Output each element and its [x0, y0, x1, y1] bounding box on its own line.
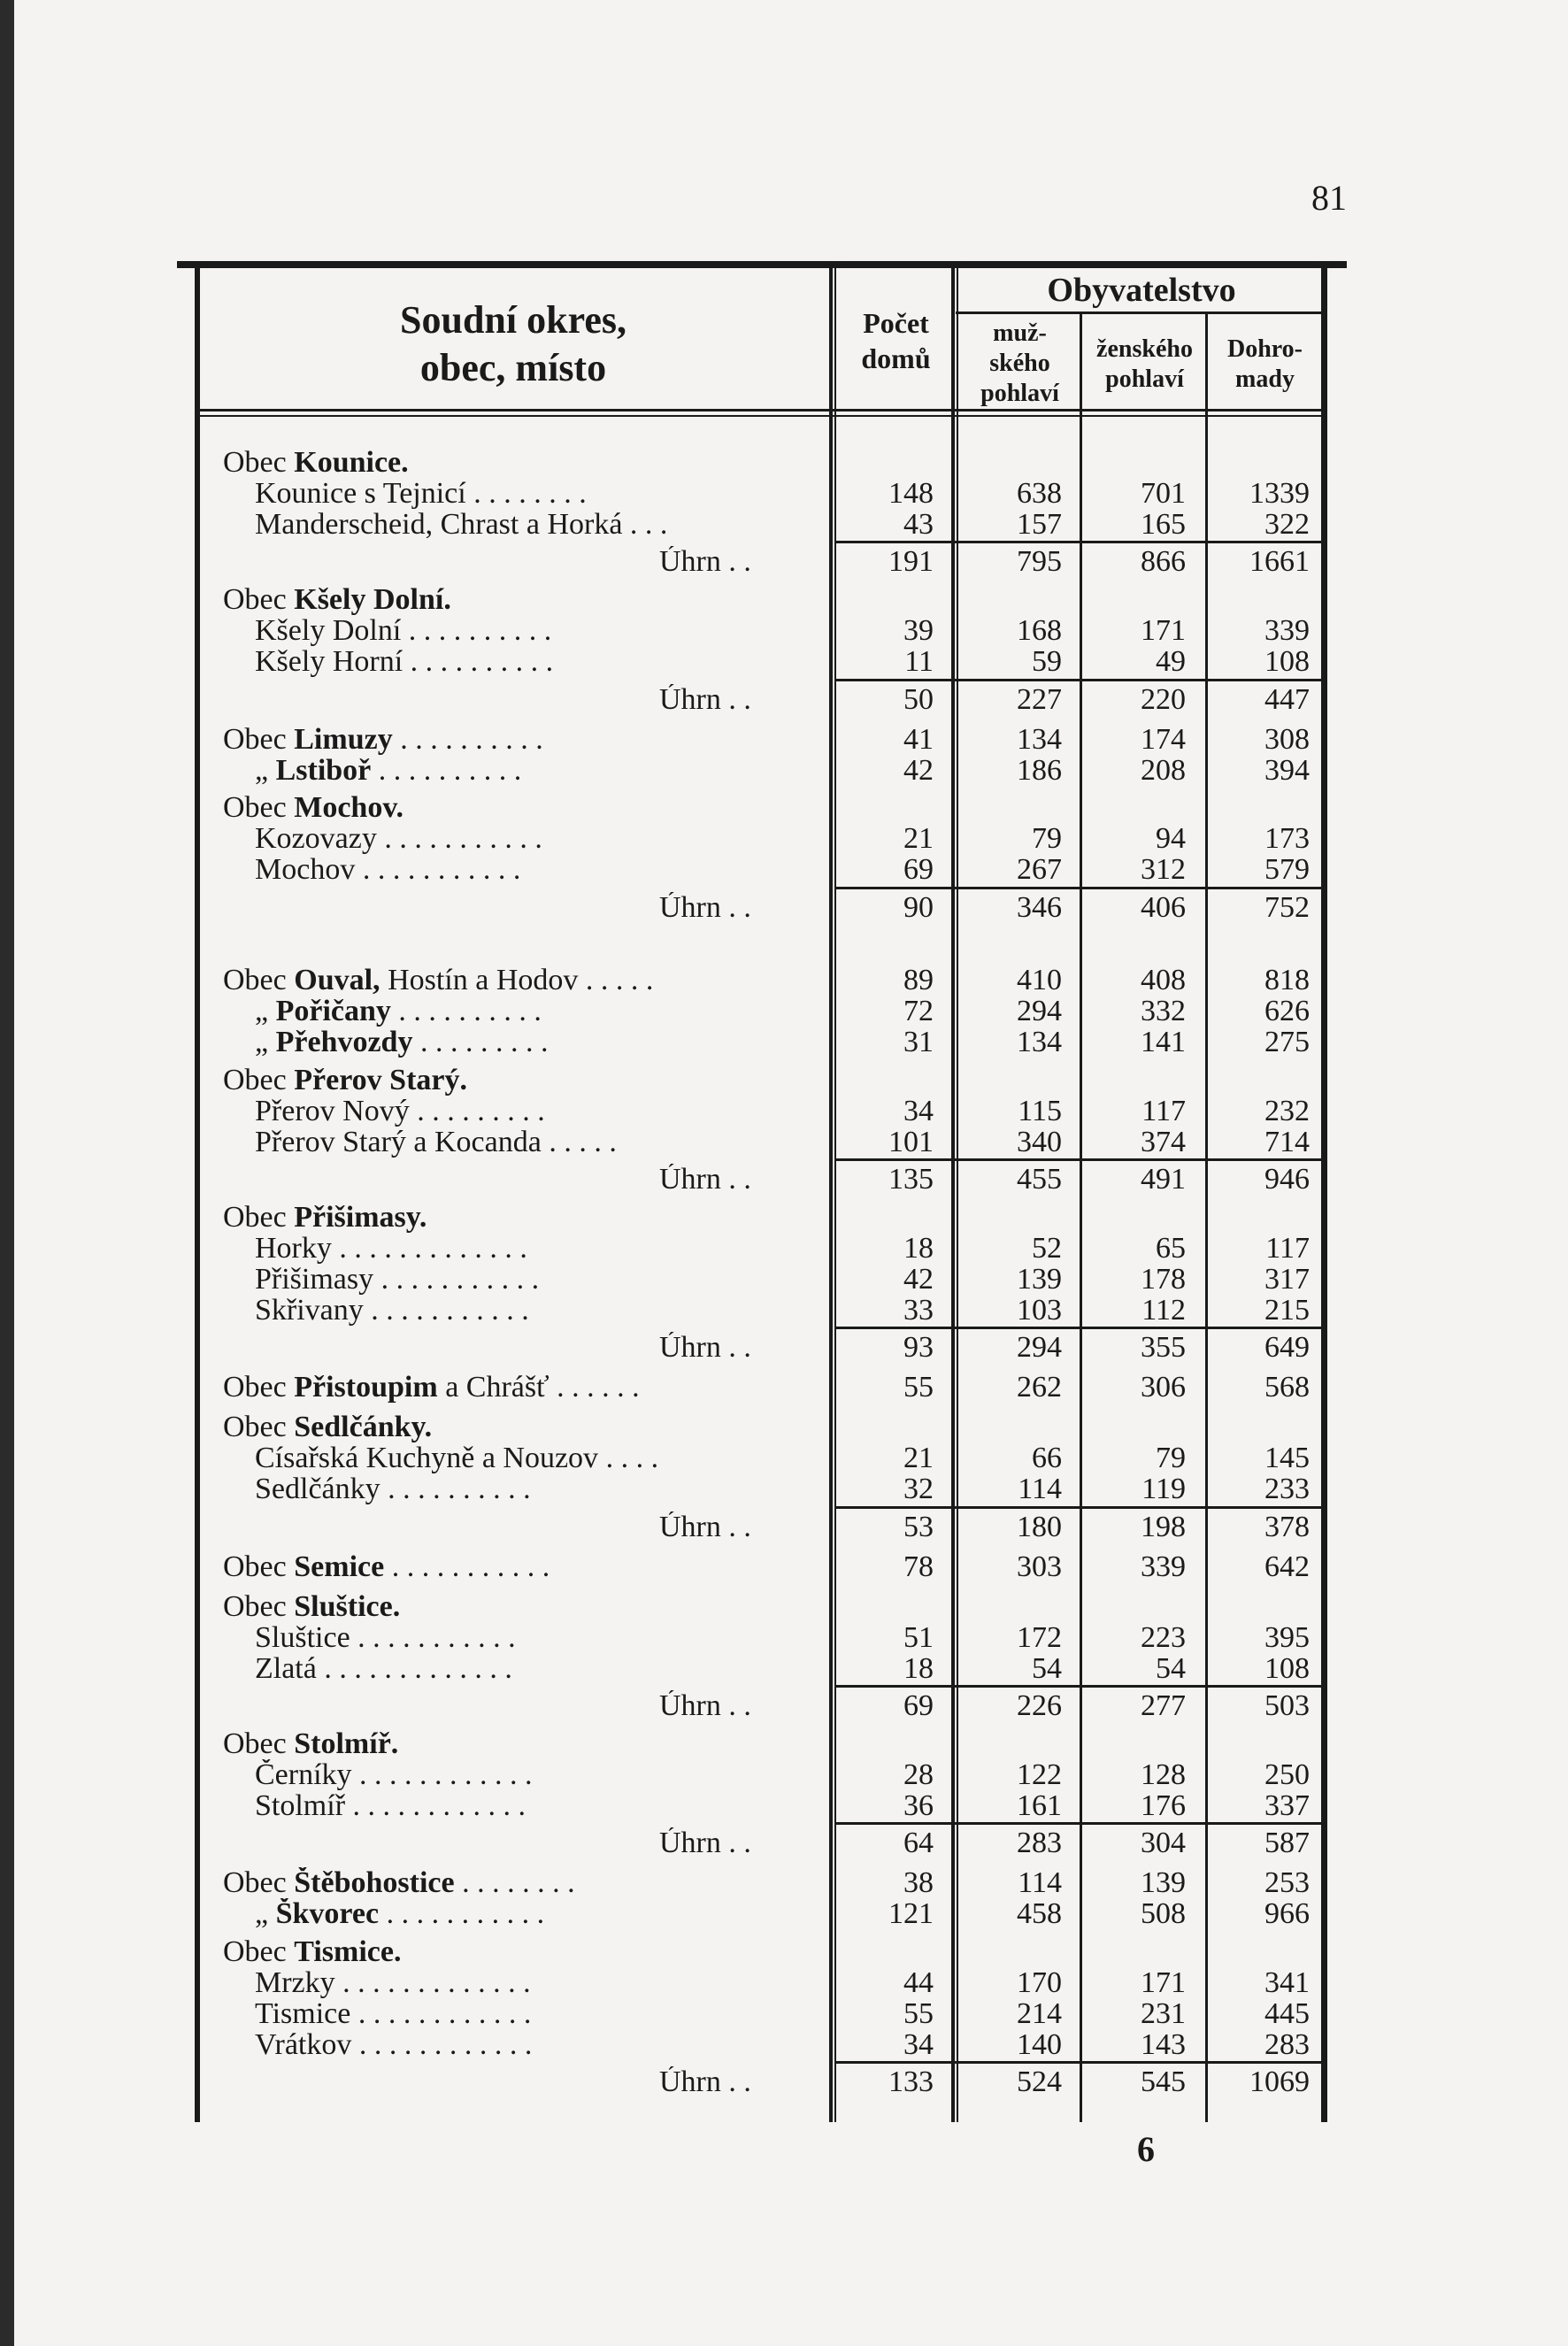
table-row — [0, 1759, 1568, 1791]
municipality-heading — [0, 1411, 1568, 1443]
total-label: Úhrn . . — [659, 546, 751, 578]
table-row — [0, 996, 1568, 1027]
houses-cell: 18 — [903, 1652, 934, 1685]
total-label: Úhrn . . — [659, 1511, 751, 1543]
houses-cell: 44 — [903, 1966, 934, 1999]
female-cell: 306 — [1141, 1371, 1186, 1404]
male-cell: 227 — [1017, 683, 1062, 716]
male-cell: 340 — [1017, 1126, 1062, 1158]
place-name: Manderscheid, Chrast a Horká . . . — [255, 509, 668, 541]
place-name: Kozovazy . . . . . . . . . . . — [255, 823, 542, 855]
houses-cell: 34 — [903, 1095, 934, 1127]
municipality-heading — [0, 1065, 1568, 1096]
houses-cell: 55 — [903, 1997, 934, 2030]
female-cell: 231 — [1141, 1997, 1186, 2030]
place-name: Vrátkov . . . . . . . . . . . . — [255, 2029, 533, 2061]
table-row — [0, 1233, 1568, 1265]
municipality-heading — [0, 1936, 1568, 1968]
place-name: Přišimasy . . . . . . . . . . . — [255, 1264, 540, 1296]
table-row — [0, 1264, 1568, 1296]
houses-cell: 42 — [903, 754, 934, 787]
total-row — [0, 892, 1568, 924]
total-row — [0, 684, 1568, 716]
female-cell: 406 — [1141, 891, 1186, 924]
houses-cell: 11 — [904, 645, 934, 678]
subtotal-rule — [836, 541, 1321, 543]
male-cell: 346 — [1017, 891, 1062, 924]
male-cell: 115 — [1018, 1095, 1062, 1127]
total-cell: 587 — [1264, 1827, 1310, 1859]
houses-cell: 39 — [903, 614, 934, 647]
table-row — [0, 1127, 1568, 1158]
houses-cell: 32 — [903, 1473, 934, 1505]
male-cell: 168 — [1017, 614, 1062, 647]
total-cell: 1661 — [1249, 545, 1310, 578]
place-name: Obec Ouval, Hostín a Hodov . . . . . — [223, 965, 654, 996]
male-cell: 103 — [1017, 1294, 1062, 1327]
total-cell: 946 — [1264, 1163, 1310, 1196]
houses-cell: 51 — [903, 1621, 934, 1654]
municipality-heading — [0, 1202, 1568, 1234]
header-bottom-rule-2 — [199, 415, 1325, 417]
table-row — [0, 1473, 1568, 1505]
houses-cell: 89 — [903, 964, 934, 996]
male-cell: 283 — [1017, 1827, 1062, 1859]
houses-column-header: Počet domů — [861, 307, 931, 374]
female-cell: 174 — [1141, 723, 1186, 756]
female-cell: 178 — [1141, 1263, 1186, 1296]
place-name: Císařská Kuchyně a Nouzov . . . . — [255, 1442, 659, 1474]
female-column-header: ženského pohlaví — [1096, 335, 1193, 393]
male-cell: 410 — [1017, 964, 1062, 996]
page-number: 81 — [1311, 178, 1347, 218]
female-cell: 54 — [1156, 1652, 1186, 1685]
table-row — [0, 1372, 1568, 1404]
houses-cell: 93 — [903, 1331, 934, 1364]
female-cell: 94 — [1156, 822, 1186, 855]
total-cell: 283 — [1264, 2028, 1310, 2061]
table-row — [0, 1790, 1568, 1822]
table-row — [0, 854, 1568, 886]
total-label: Úhrn . . — [659, 1164, 751, 1196]
houses-cell: 148 — [888, 477, 934, 510]
place-name: Obec Kšely Dolní. — [223, 584, 451, 616]
female-cell: 220 — [1141, 683, 1186, 716]
place-name: Přerov Nový . . . . . . . . . — [255, 1096, 545, 1127]
municipality-heading — [0, 792, 1568, 824]
male-cell: 170 — [1017, 1966, 1062, 1999]
female-cell: 112 — [1141, 1294, 1186, 1327]
total-cell: 818 — [1264, 964, 1310, 996]
female-cell: 139 — [1141, 1866, 1186, 1899]
total-label: Úhrn . . — [659, 1690, 751, 1722]
table-row — [0, 1622, 1568, 1654]
female-cell: 277 — [1141, 1689, 1186, 1722]
place-name: Obec Sluštice. — [223, 1591, 401, 1623]
total-cell: 966 — [1264, 1897, 1310, 1930]
total-cell: 233 — [1264, 1473, 1310, 1505]
municipality-heading — [0, 584, 1568, 616]
place-name: Obec Semice . . . . . . . . . . . — [223, 1551, 550, 1583]
place-name: Obec Tismice. — [223, 1936, 402, 1968]
total-cell: 108 — [1264, 645, 1310, 678]
houses-cell: 41 — [903, 723, 934, 756]
table-row — [0, 823, 1568, 855]
total-cell: 341 — [1264, 1966, 1310, 1999]
table-row — [0, 1867, 1568, 1899]
header-bottom-rule — [199, 409, 1325, 412]
total-cell: 322 — [1264, 508, 1310, 541]
total-label: Úhrn . . — [659, 1827, 751, 1859]
table-row — [0, 1027, 1568, 1058]
total-cell: 145 — [1264, 1442, 1310, 1474]
female-cell: 339 — [1141, 1550, 1186, 1583]
subtotal-rule — [836, 887, 1321, 889]
place-name: Tismice . . . . . . . . . . . . — [255, 1998, 532, 2030]
female-cell: 141 — [1141, 1026, 1186, 1058]
houses-cell: 101 — [888, 1126, 934, 1158]
total-cell: 649 — [1264, 1331, 1310, 1364]
female-cell: 223 — [1141, 1621, 1186, 1654]
total-row — [0, 546, 1568, 578]
houses-cell: 133 — [888, 2065, 934, 2098]
houses-cell: 191 — [888, 545, 934, 578]
municipality-heading — [0, 1728, 1568, 1760]
houses-cell: 50 — [903, 683, 934, 716]
total-cell: 215 — [1264, 1294, 1310, 1327]
female-cell: 79 — [1156, 1442, 1186, 1474]
total-cell: 275 — [1264, 1026, 1310, 1058]
table-row — [0, 1898, 1568, 1930]
houses-cell: 90 — [903, 891, 934, 924]
female-cell: 332 — [1141, 995, 1186, 1027]
male-cell: 52 — [1032, 1232, 1062, 1265]
sheet-number: 6 — [1137, 2129, 1155, 2169]
place-name: Sedlčánky . . . . . . . . . . — [255, 1473, 531, 1505]
male-cell: 54 — [1032, 1652, 1062, 1685]
male-cell: 226 — [1017, 1689, 1062, 1722]
total-cell: 395 — [1264, 1621, 1310, 1654]
place-name: Mochov . . . . . . . . . . . — [255, 854, 521, 886]
place-name: Obec Kounice. — [223, 447, 409, 479]
table-row — [0, 1551, 1568, 1583]
houses-cell: 55 — [903, 1371, 934, 1404]
male-cell: 180 — [1017, 1511, 1062, 1543]
houses-cell: 21 — [903, 822, 934, 855]
houses-cell: 38 — [903, 1866, 934, 1899]
place-name: Obec Přerov Starý. — [223, 1065, 467, 1096]
houses-cell: 43 — [903, 508, 934, 541]
subtotal-rule — [836, 1158, 1321, 1161]
male-cell: 114 — [1018, 1473, 1062, 1505]
male-cell: 157 — [1017, 508, 1062, 541]
female-cell: 545 — [1141, 2065, 1186, 2098]
table-row — [0, 509, 1568, 541]
male-cell: 294 — [1017, 1331, 1062, 1364]
male-cell: 140 — [1017, 2028, 1062, 2061]
total-cell: 250 — [1264, 1758, 1310, 1791]
table-row — [0, 646, 1568, 678]
place-name: „ Pořičany . . . . . . . . . . — [255, 996, 542, 1027]
female-cell: 355 — [1141, 1331, 1186, 1364]
total-row — [0, 1164, 1568, 1196]
place-name: Obec Přišimasy. — [223, 1202, 427, 1234]
houses-cell: 53 — [903, 1511, 934, 1543]
total-cell: 447 — [1264, 683, 1310, 716]
table-row — [0, 965, 1568, 996]
houses-cell: 31 — [903, 1026, 934, 1058]
male-cell: 214 — [1017, 1997, 1062, 2030]
female-cell: 117 — [1141, 1095, 1186, 1127]
place-name: „ Lstiboř . . . . . . . . . . — [255, 755, 522, 787]
female-cell: 49 — [1156, 645, 1186, 678]
place-name: „ Škvorec . . . . . . . . . . . — [255, 1898, 545, 1930]
male-cell: 458 — [1017, 1897, 1062, 1930]
houses-cell: 72 — [903, 995, 934, 1027]
houses-cell: 121 — [888, 1897, 934, 1930]
place-name: Obec Limuzy . . . . . . . . . . — [223, 724, 543, 756]
total-cell: 579 — [1264, 853, 1310, 886]
female-cell: 304 — [1141, 1827, 1186, 1859]
total-cell: 108 — [1264, 1652, 1310, 1685]
place-name: Kounice s Tejnicí . . . . . . . . — [255, 478, 587, 510]
total-cell: 568 — [1264, 1371, 1310, 1404]
table-row — [0, 724, 1568, 756]
place-name: Stolmíř . . . . . . . . . . . . — [255, 1790, 527, 1822]
houses-cell: 78 — [903, 1550, 934, 1583]
place-name: Obec Přistoupim a Chrášť . . . . . . — [223, 1372, 640, 1404]
place-name: Obec Štěbohostice . . . . . . . . — [223, 1867, 575, 1899]
total-label: Úhrn . . — [659, 684, 751, 716]
total-row — [0, 1511, 1568, 1543]
subtotal-rule — [836, 2061, 1321, 2064]
subtotal-rule — [836, 1327, 1321, 1329]
houses-cell: 69 — [903, 853, 934, 886]
total-row — [0, 2066, 1568, 2098]
male-cell: 172 — [1017, 1621, 1062, 1654]
male-cell: 267 — [1017, 853, 1062, 886]
houses-cell: 28 — [903, 1758, 934, 1791]
total-cell: 714 — [1264, 1126, 1310, 1158]
municipality-heading — [0, 1591, 1568, 1623]
male-cell: 134 — [1017, 1026, 1062, 1058]
female-cell: 143 — [1141, 2028, 1186, 2061]
total-row — [0, 1690, 1568, 1722]
place-name: Obec Stolmíř. — [223, 1728, 399, 1760]
table-row — [0, 755, 1568, 787]
total-label: Úhrn . . — [659, 2066, 751, 2098]
total-cell: 445 — [1264, 1997, 1310, 2030]
table-row — [0, 1295, 1568, 1327]
houses-cell: 34 — [903, 2028, 934, 2061]
total-cell: 394 — [1264, 754, 1310, 787]
houses-cell: 21 — [903, 1442, 934, 1474]
male-cell: 186 — [1017, 754, 1062, 787]
table-row — [0, 1442, 1568, 1474]
total-cell: 117 — [1265, 1232, 1310, 1265]
total-cell: 317 — [1264, 1263, 1310, 1296]
houses-cell: 64 — [903, 1827, 934, 1859]
male-cell: 114 — [1018, 1866, 1062, 1899]
female-cell: 65 — [1156, 1232, 1186, 1265]
houses-cell: 42 — [903, 1263, 934, 1296]
houses-cell: 135 — [888, 1163, 934, 1196]
subtotal-rule — [836, 679, 1321, 681]
table-row — [0, 615, 1568, 647]
female-cell: 198 — [1141, 1511, 1186, 1543]
male-cell: 66 — [1032, 1442, 1062, 1474]
female-cell: 312 — [1141, 853, 1186, 886]
male-cell: 59 — [1032, 645, 1062, 678]
male-cell: 134 — [1017, 723, 1062, 756]
total-cell: 339 — [1264, 614, 1310, 647]
total-label: Úhrn . . — [659, 892, 751, 924]
table-row — [0, 1096, 1568, 1127]
table-top-rule — [177, 261, 1347, 268]
place-name: Černíky . . . . . . . . . . . . — [255, 1759, 533, 1791]
female-cell: 866 — [1141, 545, 1186, 578]
total-row — [0, 1827, 1568, 1859]
male-cell: 303 — [1017, 1550, 1062, 1583]
place-name: Zlatá . . . . . . . . . . . . . — [255, 1653, 512, 1685]
female-cell: 171 — [1141, 1966, 1186, 1999]
subtotal-rule — [836, 1506, 1321, 1509]
place-name: Obec Sedlčánky. — [223, 1411, 433, 1443]
place-name: Skřivany . . . . . . . . . . . — [255, 1295, 529, 1327]
male-cell: 455 — [1017, 1163, 1062, 1196]
total-cell: 232 — [1264, 1095, 1310, 1127]
female-cell: 176 — [1141, 1789, 1186, 1822]
total-column-header: Dohro- mady — [1226, 335, 1303, 393]
female-cell: 165 — [1141, 508, 1186, 541]
total-cell: 626 — [1264, 995, 1310, 1027]
male-cell: 161 — [1017, 1789, 1062, 1822]
female-cell: 701 — [1141, 477, 1186, 510]
female-cell: 171 — [1141, 614, 1186, 647]
table-row — [0, 1998, 1568, 2030]
total-cell: 642 — [1264, 1550, 1310, 1583]
male-cell: 122 — [1017, 1758, 1062, 1791]
total-cell: 1069 — [1249, 2065, 1310, 2098]
place-name: „ Přehvozdy . . . . . . . . . — [255, 1027, 549, 1058]
female-cell: 491 — [1141, 1163, 1186, 1196]
male-cell: 638 — [1017, 477, 1062, 510]
female-cell: 208 — [1141, 754, 1186, 787]
place-name: Přerov Starý a Kocanda . . . . . — [255, 1127, 617, 1158]
place-name: Mrzky . . . . . . . . . . . . . — [255, 1967, 531, 1999]
place-name: Kšely Dolní . . . . . . . . . . — [255, 615, 552, 647]
population-group-header: Obyvatelstvo — [1047, 272, 1236, 309]
total-cell: 253 — [1264, 1866, 1310, 1899]
female-cell: 374 — [1141, 1126, 1186, 1158]
place-name: Kšely Horní . . . . . . . . . . — [255, 646, 554, 678]
place-name: Obec Mochov. — [223, 792, 404, 824]
male-cell: 795 — [1017, 545, 1062, 578]
subtotal-rule — [836, 1685, 1321, 1688]
population-rule — [956, 312, 1325, 314]
total-cell: 337 — [1264, 1789, 1310, 1822]
municipality-heading — [0, 447, 1568, 479]
houses-cell: 33 — [903, 1294, 934, 1327]
table-row — [0, 478, 1568, 510]
place-name: Sluštice . . . . . . . . . . . — [255, 1622, 516, 1654]
male-cell: 294 — [1017, 995, 1062, 1027]
total-row — [0, 1332, 1568, 1364]
total-cell: 308 — [1264, 723, 1310, 756]
female-cell: 508 — [1141, 1897, 1186, 1930]
male-cell: 524 — [1017, 2065, 1062, 2098]
houses-cell: 18 — [903, 1232, 934, 1265]
total-cell: 378 — [1264, 1511, 1310, 1543]
table-row — [0, 2029, 1568, 2061]
table-row — [0, 1967, 1568, 1999]
male-cell: 262 — [1017, 1371, 1062, 1404]
place-column-header: Soudní okres, obec, místo — [400, 298, 626, 389]
place-name: Horky . . . . . . . . . . . . . — [255, 1233, 527, 1265]
table-row — [0, 1653, 1568, 1685]
male-cell: 79 — [1032, 822, 1062, 855]
houses-cell: 69 — [903, 1689, 934, 1722]
male-cell: 139 — [1017, 1263, 1062, 1296]
female-cell: 119 — [1141, 1473, 1186, 1505]
subtotal-rule — [836, 1822, 1321, 1825]
female-cell: 128 — [1141, 1758, 1186, 1791]
male-column-header: muž- ského pohlaví — [980, 319, 1059, 407]
female-cell: 408 — [1141, 964, 1186, 996]
total-cell: 1339 — [1249, 477, 1310, 510]
total-cell: 503 — [1264, 1689, 1310, 1722]
total-cell: 752 — [1264, 891, 1310, 924]
houses-cell: 36 — [903, 1789, 934, 1822]
total-label: Úhrn . . — [659, 1332, 751, 1364]
total-cell: 173 — [1264, 822, 1310, 855]
